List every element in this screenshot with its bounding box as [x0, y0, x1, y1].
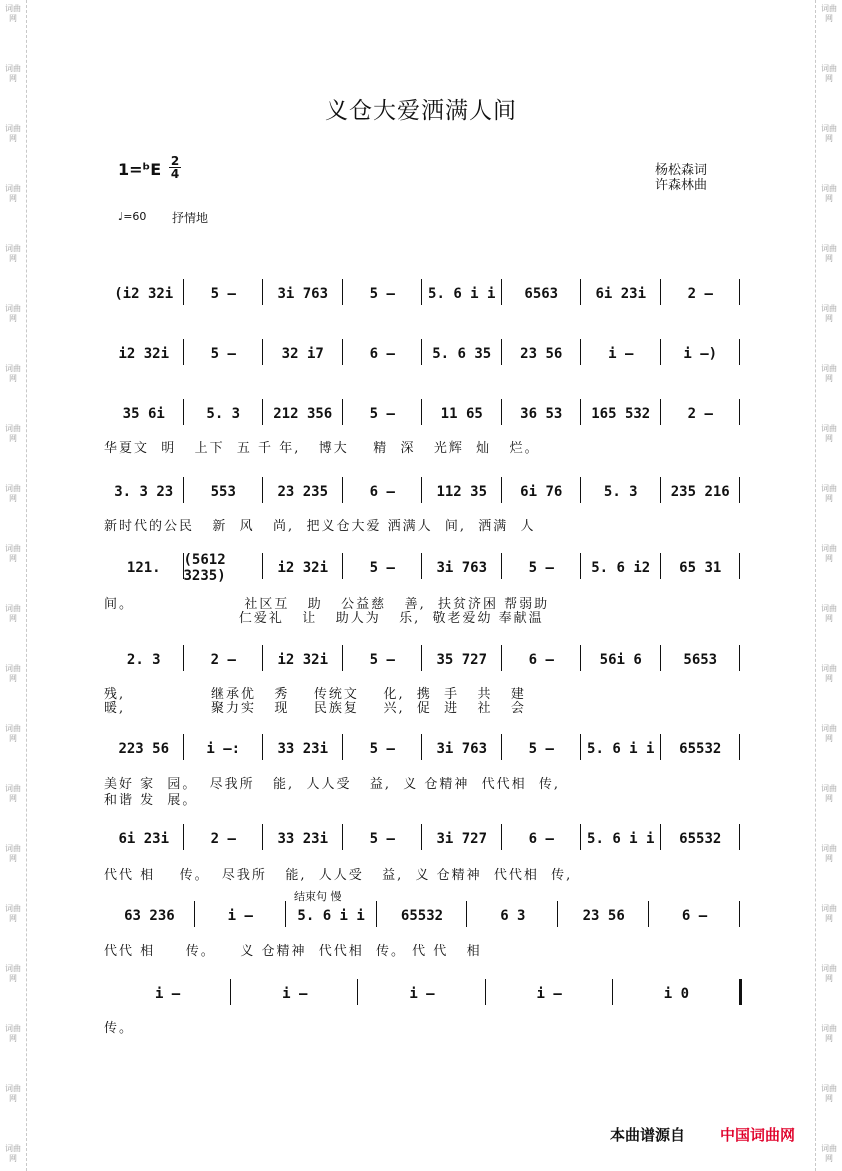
- measure: (i2 32i: [114, 286, 174, 302]
- side-watermark-text: 词曲网: [5, 784, 21, 803]
- measure: i2 32i: [277, 652, 329, 668]
- song-title: 义仓大爱洒满人间: [325, 98, 517, 124]
- measure: 23 56: [520, 346, 563, 362]
- side-watermark-text: 词曲网: [821, 904, 837, 923]
- measure: 112 35: [436, 484, 488, 500]
- side-watermark-text: 词曲网: [5, 304, 21, 323]
- side-watermark-text: 词曲网: [5, 1024, 21, 1043]
- measure: 3i 763: [436, 741, 488, 757]
- barline: [739, 279, 740, 305]
- side-watermark-text: 词曲网: [821, 724, 837, 743]
- measure: i –:: [206, 741, 241, 757]
- measure: 235 216: [670, 484, 730, 500]
- measure: 65532: [679, 831, 722, 847]
- measure: 6i 76: [520, 484, 563, 500]
- side-watermark-text: 词曲网: [821, 1144, 837, 1163]
- measure: 3i 763: [436, 560, 488, 576]
- measure: 5 –: [210, 346, 236, 362]
- measure: 2 –: [210, 652, 236, 668]
- measure: 6 –: [369, 346, 395, 362]
- measure: 63 236: [124, 908, 175, 924]
- measure: i –: [536, 986, 562, 1002]
- measure: 32 i7: [281, 346, 324, 362]
- side-watermark-text: 词曲网: [821, 484, 837, 503]
- score-row: [104, 283, 740, 307]
- measure: 5 –: [369, 652, 395, 668]
- side-watermark-text: 词曲网: [5, 4, 21, 23]
- side-watermark-text: 词曲网: [821, 364, 837, 383]
- side-watermark-text: 词曲网: [5, 64, 21, 83]
- measure: 5. 6 i i: [297, 908, 365, 924]
- side-watermark-text: 词曲网: [5, 124, 21, 143]
- measure: 35 727: [436, 652, 488, 668]
- barline: [739, 645, 740, 671]
- measure: 3i 727: [436, 831, 488, 847]
- right-watermark-strip: [815, 0, 842, 1171]
- side-watermark-text: 词曲网: [821, 844, 837, 863]
- measure: i –: [608, 346, 634, 362]
- side-watermark-text: 词曲网: [821, 964, 837, 983]
- measure: 5 –: [369, 741, 395, 757]
- measure: 2. 3: [126, 652, 161, 668]
- measure: 65532: [400, 908, 444, 924]
- left-watermark-strip: [0, 0, 27, 1171]
- lyricist: 杨松森词: [655, 163, 708, 178]
- side-watermark-text: 词曲网: [5, 1144, 21, 1163]
- expression-mark: 抒情地: [172, 211, 209, 225]
- barline: [739, 477, 740, 503]
- measure: 223 56: [118, 741, 170, 757]
- measure: 3. 3 23: [114, 484, 174, 500]
- measure: 65532: [679, 741, 722, 757]
- measure: i 0: [663, 986, 690, 1002]
- measure: 6 –: [369, 484, 395, 500]
- measure: 5. 6 35: [432, 346, 492, 362]
- side-watermark-text: 词曲网: [821, 244, 837, 263]
- measure: 5 –: [369, 831, 395, 847]
- measure: 2 –: [210, 831, 236, 847]
- side-watermark-text: 词曲网: [821, 544, 837, 563]
- side-watermark-text: 词曲网: [821, 64, 837, 83]
- measure: 5 –: [528, 741, 554, 757]
- measure: i2 32i: [277, 560, 329, 576]
- barline: [739, 399, 740, 425]
- score-row: [104, 905, 740, 929]
- measure: 6i 23i: [595, 286, 647, 302]
- side-watermark-text: 词曲网: [5, 844, 21, 863]
- measure: 2 –: [687, 406, 713, 422]
- measure: i –: [282, 986, 308, 1002]
- score-row: [104, 828, 740, 852]
- measure: 6 –: [528, 831, 554, 847]
- footer-label: 本曲谱源自: [610, 1126, 686, 1144]
- measure: 23 56: [582, 908, 625, 924]
- measure: 35 6i: [122, 406, 165, 422]
- measure: 65 31: [679, 560, 722, 576]
- side-watermark-text: 词曲网: [5, 244, 21, 263]
- barline: [739, 553, 740, 579]
- side-watermark-text: 词曲网: [821, 4, 837, 23]
- side-watermark-text: 词曲网: [5, 1084, 21, 1103]
- measure: 5653: [683, 652, 718, 668]
- barline: [739, 824, 740, 850]
- measure: 5. 6 i i: [587, 831, 655, 847]
- side-watermark-text: 词曲网: [5, 964, 21, 983]
- lyric-line: 代代 相 传。 尽我所 能, 人人受 益, 义 仓精神 代代相 传,: [104, 868, 573, 883]
- measure: 23 235: [277, 484, 329, 500]
- side-watermark-text: 词曲网: [5, 544, 21, 563]
- side-watermark-text: 词曲网: [821, 664, 837, 683]
- time-signature-bottom: 4: [170, 167, 180, 181]
- side-watermark-text: 词曲网: [5, 184, 21, 203]
- score-row: [104, 649, 740, 673]
- barline: [739, 734, 740, 760]
- measure: 36 53: [520, 406, 563, 422]
- barline: [739, 979, 742, 1005]
- measure: 6 3: [500, 908, 526, 924]
- score-row: [104, 738, 740, 762]
- lyric-line: 新时代的公民 新 风 尚, 把义仓大爱 洒满人 间, 洒满 人: [104, 519, 536, 534]
- score-row: [104, 481, 740, 505]
- measure: 11 65: [440, 406, 483, 422]
- side-watermark-text: 词曲网: [821, 124, 837, 143]
- measure: 6i 23i: [118, 831, 170, 847]
- side-watermark-text: 词曲网: [5, 604, 21, 623]
- side-watermark-text: 词曲网: [5, 724, 21, 743]
- measure: 5. 3: [603, 484, 638, 500]
- side-watermark-text: 词曲网: [5, 364, 21, 383]
- side-watermark-text: 词曲网: [5, 484, 21, 503]
- measure: 5 –: [210, 286, 236, 302]
- side-watermark-text: 词曲网: [821, 1084, 837, 1103]
- measure: 5. 6 i i: [428, 286, 496, 302]
- lyric-line: 残, 继承优 秀 传统文 化, 携 手 共 建: [104, 687, 526, 702]
- measure: 6 –: [681, 908, 708, 924]
- barline: [739, 339, 740, 365]
- measure: 5 –: [369, 406, 395, 422]
- lyric-line: 暖, 聚力实 现 民族复 兴, 促 进 社 会: [104, 701, 526, 716]
- measure: 5 –: [528, 560, 554, 576]
- side-watermark-text: 词曲网: [821, 1024, 837, 1043]
- measure: 553: [210, 484, 236, 500]
- lyric-line: 传。: [104, 1021, 135, 1036]
- side-watermark-text: 词曲网: [821, 784, 837, 803]
- side-watermark-text: 词曲网: [821, 184, 837, 203]
- score-row: [104, 343, 740, 367]
- side-watermark-text: 词曲网: [5, 424, 21, 443]
- lyric-line: 华夏文 明 上下 五 千 年, 博大 精 深 光辉 灿 烂。: [104, 441, 540, 456]
- measure: 212 356: [273, 406, 333, 422]
- side-watermark-text: 词曲网: [821, 424, 837, 443]
- lyric-line: 和谐 发 展。: [104, 793, 198, 808]
- lyric-line: 间。 社区互 助 公益慈 善, 扶贫济困 帮弱助: [104, 597, 550, 612]
- measure: 5. 6 i i: [587, 741, 655, 757]
- measure: 6 –: [528, 652, 554, 668]
- time-signature-top: 2: [170, 154, 180, 168]
- measure: 2 –: [687, 286, 713, 302]
- side-watermark-text: 词曲网: [821, 304, 837, 323]
- measure: i –): [683, 346, 718, 362]
- lyric-line: 仁爱礼 让 助人为 乐, 敬老爱幼 奉献温: [104, 611, 544, 626]
- measure: 33 23i: [277, 741, 329, 757]
- measure: 5 –: [369, 560, 395, 576]
- ending-annotation: 结束句 慢: [294, 890, 342, 903]
- measure: 3i 763: [277, 286, 329, 302]
- credits: [655, 163, 707, 193]
- measure: i –: [154, 986, 181, 1002]
- measure: 5. 3: [206, 406, 241, 422]
- side-watermark-text: 词曲网: [5, 664, 21, 683]
- measure: (5612 3235): [183, 552, 226, 584]
- measure: i –: [409, 986, 435, 1002]
- score-row: [104, 403, 740, 427]
- lyric-line: 代代 相 传。 义 仓精神 代代相 传。 代 代 相: [104, 944, 482, 959]
- time-signature: [169, 155, 181, 180]
- key-signature: 1=ᵇE: [118, 160, 162, 179]
- measure: 165 532: [591, 406, 651, 422]
- score-row: [104, 552, 740, 584]
- lyric-line: 美好 家 园。 尽我所 能, 人人受 益, 义 仓精神 代代相 传,: [104, 777, 561, 792]
- side-watermark-text: 词曲网: [821, 604, 837, 623]
- measure: 56i 6: [599, 652, 642, 668]
- footer-site-link[interactable]: 中国词曲网: [720, 1126, 796, 1144]
- measure: 5. 6 i2: [591, 560, 651, 576]
- tempo-mark: ♩=60: [118, 210, 147, 223]
- composer: 许森林曲: [655, 178, 708, 193]
- barline: [739, 901, 740, 927]
- measure: 121.: [126, 560, 161, 576]
- measure: i2 32i: [118, 346, 170, 362]
- measure: i –: [227, 908, 253, 924]
- side-watermark-text: 词曲网: [5, 904, 21, 923]
- measure: 33 23i: [277, 831, 329, 847]
- measure: 6563: [524, 286, 559, 302]
- score-row: [104, 983, 740, 1007]
- measure: 5 –: [369, 286, 395, 302]
